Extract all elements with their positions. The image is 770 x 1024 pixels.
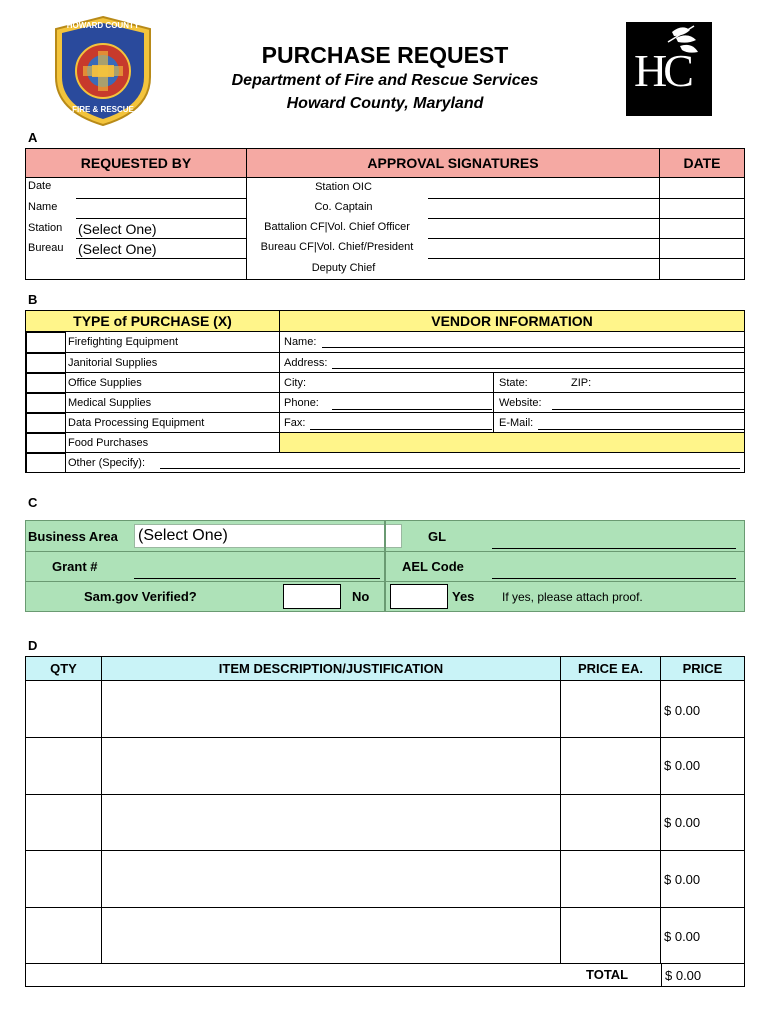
- station-oic-signature[interactable]: [428, 198, 659, 199]
- total-value: $ 0.00: [661, 964, 744, 986]
- description-cell-3[interactable]: [102, 795, 561, 851]
- vendor-address-label: Address:: [280, 353, 744, 373]
- qty-cell-5[interactable]: [26, 908, 102, 964]
- description-cell-1[interactable]: [102, 681, 561, 738]
- price-each-cell-1[interactable]: [561, 681, 661, 738]
- sam-yes-box[interactable]: [390, 584, 448, 609]
- seal-text-top: HOWARD COUNTY: [66, 21, 140, 30]
- vendor-address-field[interactable]: [332, 368, 744, 369]
- qty-cell-4[interactable]: [26, 851, 102, 908]
- section-a-table: [25, 148, 745, 280]
- battalion-signature[interactable]: [428, 238, 659, 239]
- ael-code-field[interactable]: [492, 578, 736, 579]
- price-cell-5: $ 0.00: [661, 908, 744, 964]
- vendor-email-label: E-Mail:: [494, 413, 744, 433]
- total-label: TOTAL: [586, 967, 629, 982]
- vendor-website-label: Website:: [494, 393, 744, 413]
- type-of-purchase-header: TYPE of PURCHASE (X): [26, 311, 280, 332]
- date-field[interactable]: [76, 198, 246, 199]
- checkbox-other[interactable]: [26, 453, 66, 473]
- sam-yes-label: Yes: [452, 589, 475, 604]
- vendor-state-label: State:: [494, 373, 744, 393]
- type-firefighting: Firefighting Equipment: [66, 332, 280, 353]
- bureau-label: Bureau: [28, 242, 64, 254]
- vendor-phone-field[interactable]: [332, 409, 492, 410]
- checkbox-janitorial[interactable]: [26, 353, 66, 373]
- vendor-zip-label: ZIP:: [571, 377, 592, 389]
- bureau-signature[interactable]: [428, 258, 659, 259]
- requested-by-header: REQUESTED BY: [26, 149, 247, 178]
- description-cell-4[interactable]: [102, 851, 561, 908]
- vendor-city-label: City:: [280, 373, 494, 393]
- price-cell-2: $ 0.00: [661, 738, 744, 795]
- qty-cell-3[interactable]: [26, 795, 102, 851]
- checkbox-data-processing[interactable]: [26, 413, 66, 433]
- section-d-label: D: [28, 638, 38, 653]
- name-label: Name: [28, 201, 58, 213]
- price-each-cell-2[interactable]: [561, 738, 661, 795]
- price-each-header: PRICE EA.: [561, 657, 661, 681]
- item-description-header: ITEM DESCRIPTION/JUSTIFICATION: [102, 657, 561, 681]
- vendor-blank-row: [280, 433, 744, 453]
- section-b-table: [25, 310, 745, 473]
- vendor-phone-label: Phone:: [280, 393, 494, 413]
- section-a-label: A: [28, 130, 38, 145]
- type-data-processing: Data Processing Equipment: [66, 413, 280, 433]
- gl-label: GL: [428, 529, 447, 544]
- page-title: PURCHASE REQUEST: [261, 42, 509, 68]
- type-office: Office Supplies: [66, 373, 280, 393]
- gl-field[interactable]: [492, 548, 736, 549]
- qty-header: QTY: [26, 657, 102, 681]
- checkbox-office[interactable]: [26, 373, 66, 393]
- vendor-information-header: VENDOR INFORMATION: [280, 311, 744, 332]
- department-subtitle: Department of Fire and Rescue Services: [231, 72, 539, 89]
- sam-verified-label: Sam.gov Verified?: [84, 589, 197, 604]
- grant-label: Grant #: [52, 559, 98, 574]
- type-medical: Medical Supplies: [66, 393, 280, 413]
- station-label: Station: [28, 222, 63, 234]
- bureau-select[interactable]: (Select One): [78, 241, 157, 257]
- type-janitorial: Janitorial Supplies: [66, 353, 280, 373]
- co-captain-signature[interactable]: [428, 218, 659, 219]
- checkbox-firefighting[interactable]: [26, 332, 66, 353]
- business-area-label: Business Area: [28, 529, 118, 544]
- signer-station-oic: Station OIC: [315, 181, 372, 193]
- price-cell-1: $ 0.00: [661, 681, 744, 738]
- signer-co-captain: Co. Captain: [314, 201, 373, 213]
- qty-cell-1[interactable]: [26, 681, 102, 738]
- station-select[interactable]: (Select One): [78, 221, 157, 237]
- ael-code-label: AEL Code: [402, 559, 464, 574]
- vendor-fax-field[interactable]: [310, 429, 492, 430]
- type-food: Food Purchases: [66, 433, 280, 453]
- date-header: DATE: [660, 149, 744, 178]
- price-header: PRICE: [661, 657, 744, 681]
- other-specify-field[interactable]: [160, 468, 740, 469]
- business-area-select[interactable]: [134, 524, 402, 548]
- description-cell-5[interactable]: [102, 908, 561, 964]
- signer-bureau: Bureau CF|Vol. Chief/President: [260, 241, 414, 253]
- description-cell-2[interactable]: [102, 738, 561, 795]
- section-b-label: B: [28, 292, 38, 307]
- vendor-email-field[interactable]: [538, 429, 744, 430]
- price-cell-4: $ 0.00: [661, 851, 744, 908]
- section-c-panel: [25, 520, 745, 612]
- approval-signatures-header: APPROVAL SIGNATURES: [247, 149, 660, 178]
- qty-cell-2[interactable]: [26, 738, 102, 795]
- business-area-select-value: (Select One): [138, 527, 228, 544]
- sam-no-label: No: [352, 589, 370, 604]
- vendor-name-label: Name:: [280, 332, 744, 353]
- sam-proof-note: If yes, please attach proof.: [502, 590, 643, 604]
- grant-field[interactable]: [134, 578, 380, 579]
- howard-county-logo: [626, 22, 712, 116]
- vendor-fax-label: Fax:: [280, 413, 494, 433]
- checkbox-medical[interactable]: [26, 393, 66, 413]
- sam-no-box[interactable]: [283, 584, 341, 609]
- section-d-table: [25, 656, 745, 987]
- price-each-cell-5[interactable]: [561, 908, 661, 964]
- checkbox-food[interactable]: [26, 433, 66, 453]
- signer-battalion: Battalion CF|Vol. Chief Officer: [264, 221, 410, 233]
- price-each-cell-4[interactable]: [561, 851, 661, 908]
- signer-deputy-chief: Deputy Chief: [311, 262, 376, 274]
- vendor-name-field[interactable]: [322, 347, 744, 348]
- type-other: Other (Specify):: [68, 457, 146, 469]
- price-cell-3: $ 0.00: [661, 795, 744, 851]
- price-each-cell-3[interactable]: [561, 795, 661, 851]
- fire-rescue-seal: [52, 15, 154, 127]
- section-c-label: C: [28, 495, 38, 510]
- seal-text-bottom: FIRE & RESCUE: [72, 105, 134, 114]
- vendor-website-field[interactable]: [552, 409, 744, 410]
- name-field[interactable]: [76, 218, 246, 219]
- logo-letters: HC: [634, 45, 690, 96]
- county-subtitle: Howard County, Maryland: [286, 95, 484, 112]
- date-label: Date: [28, 180, 52, 192]
